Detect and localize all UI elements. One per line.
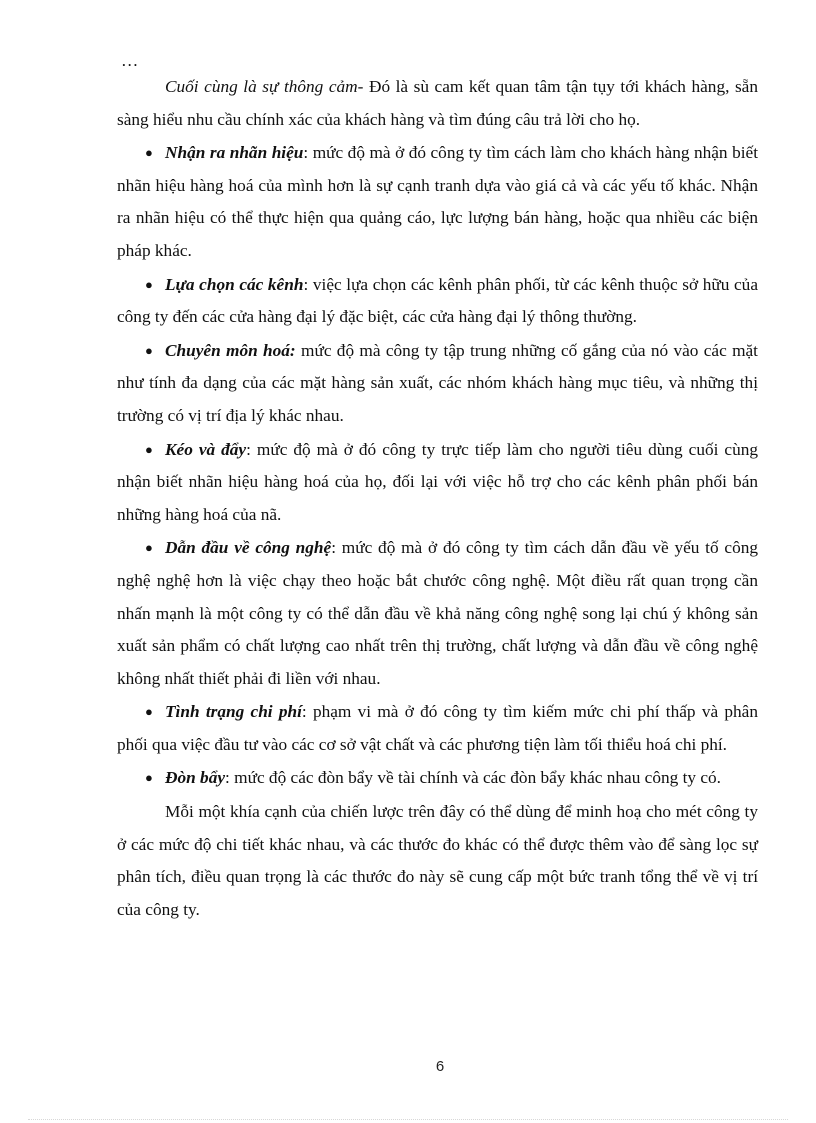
bullet-item-leverage [117,762,758,795]
bullet-text: : mức độ mà ở đó công ty trực tiếp làm cho người tiêu dùng cuối cùng nhận biết nhãn hiệu hàng hoá của họ, đối lại với việc hỗ trợ cho các kênh phân phối bán những hàng hoá của nã. [117,439,759,524]
bullet-item-brand-recognition [117,137,758,267]
intro-lead: Cuối cùng là sự thông cảm [165,77,358,96]
intro-paragraph [117,71,758,136]
intro-text: - Đó là sù cam kết quan tâm tận tụy tới khách hàng, sẵn sàng hiểu nhu cầu chính xác của khách hàng và tìm đúng câu trả lời cho họ. [117,77,758,129]
footer-divider [28,1119,788,1120]
bullet-item-technology-leadership [117,532,758,695]
bullet-item-push-pull [117,434,758,532]
ellipsis: … [121,51,139,70]
bullet-icon: ● [145,145,153,161]
bullet-icon: ● [145,342,153,358]
bullet-item-specialization [117,335,758,433]
document-body [117,48,758,926]
bullet-text: : phạm vi mà ở đó công ty tìm kiếm mức chi phí thấp và phân phối qua việc đầu tư vào các cơ sở vật chất và các phương tiện làm tối thiểu hoá chi phí. [117,702,758,754]
bullet-icon: ● [145,770,153,786]
bullet-text: : mức độ mà ở đó công ty tìm cách làm cho khách hàng nhận biết nhãn hiệu hàng hoá của mình hơn là sự cạnh tranh dựa vào giá cả và các yếu tố khác. Nhận ra nhãn hiệu có thể thực hiện qua quảng cáo, lực lượng bán hàng, hoặc qua nhiều các biện pháp khác. [117,143,758,260]
page-number: 6 [435,1058,445,1075]
bullet-icon: ● [145,540,153,556]
bullet-icon: ● [145,441,153,457]
bullet-item-cost-position [117,696,758,761]
bullet-text: : mức độ các đòn bẩy về tài chính và các đòn bẩy khác nhau công ty có. [225,768,721,788]
bullet-term: Lựa chọn các kênh [165,274,304,294]
bullet-term: Nhận ra nhãn hiệu [165,143,304,163]
bullet-term: Đòn bẩy [165,768,226,788]
bullet-text: : việc lựa chọn các kênh phân phối, từ các kênh thuộc sở hữu của công ty đến các cửa hàng đại lý đặc biệt, các cửa hàng đại lý thông thường. [117,274,758,327]
bullet-term: Kéo và đẩy [165,439,247,459]
bullet-icon: ● [145,704,153,720]
bullet-icon: ● [145,276,153,292]
bullet-text: : mức độ mà ở đó công ty tìm cách dẫn đầu về yếu tố công nghệ nghệ hơn là việc chạy theo hoặc bắt chước công nghệ. Một điều rất quan trọng cần nhấn mạnh là một công ty có thể dẫn đầu về khả năng công nghệ song lại chú ý không sản xuất sản phẩm có chất lượng cao nhất trên thị trường, chất lượng và dẫn đầu về công nghệ không nhất thiết phải đi liền với nhau. [117,538,758,688]
bullet-item-channel-selection [117,269,758,334]
bullet-term: Dẫn đầu về công nghệ [165,538,332,558]
bullet-term: Chuyên môn hoá: [165,340,296,360]
closing-paragraph: Mỗi một khía cạnh của chiến lược trên đây có thể dùng để minh hoạ cho mét công ty ở các mức độ chi tiết khác nhau, và các thước đo khác có thể được thêm vào để sàng lọc sự phân tích, điều quan trọng là các thước đo này sẽ cung cấp một bức tranh tổng thể về vị trí của công ty. [117,802,758,919]
bullet-text: mức độ mà công ty tập trung những cố gắng của nó vào các mặt như tính đa dạng của các mặt hàng sản xuất, các nhóm khách hàng mục tiêu, và những thị trường có vị trí địa lý khác nhau. [117,340,758,425]
bullet-term: Tình trạng chi phí [165,702,302,722]
